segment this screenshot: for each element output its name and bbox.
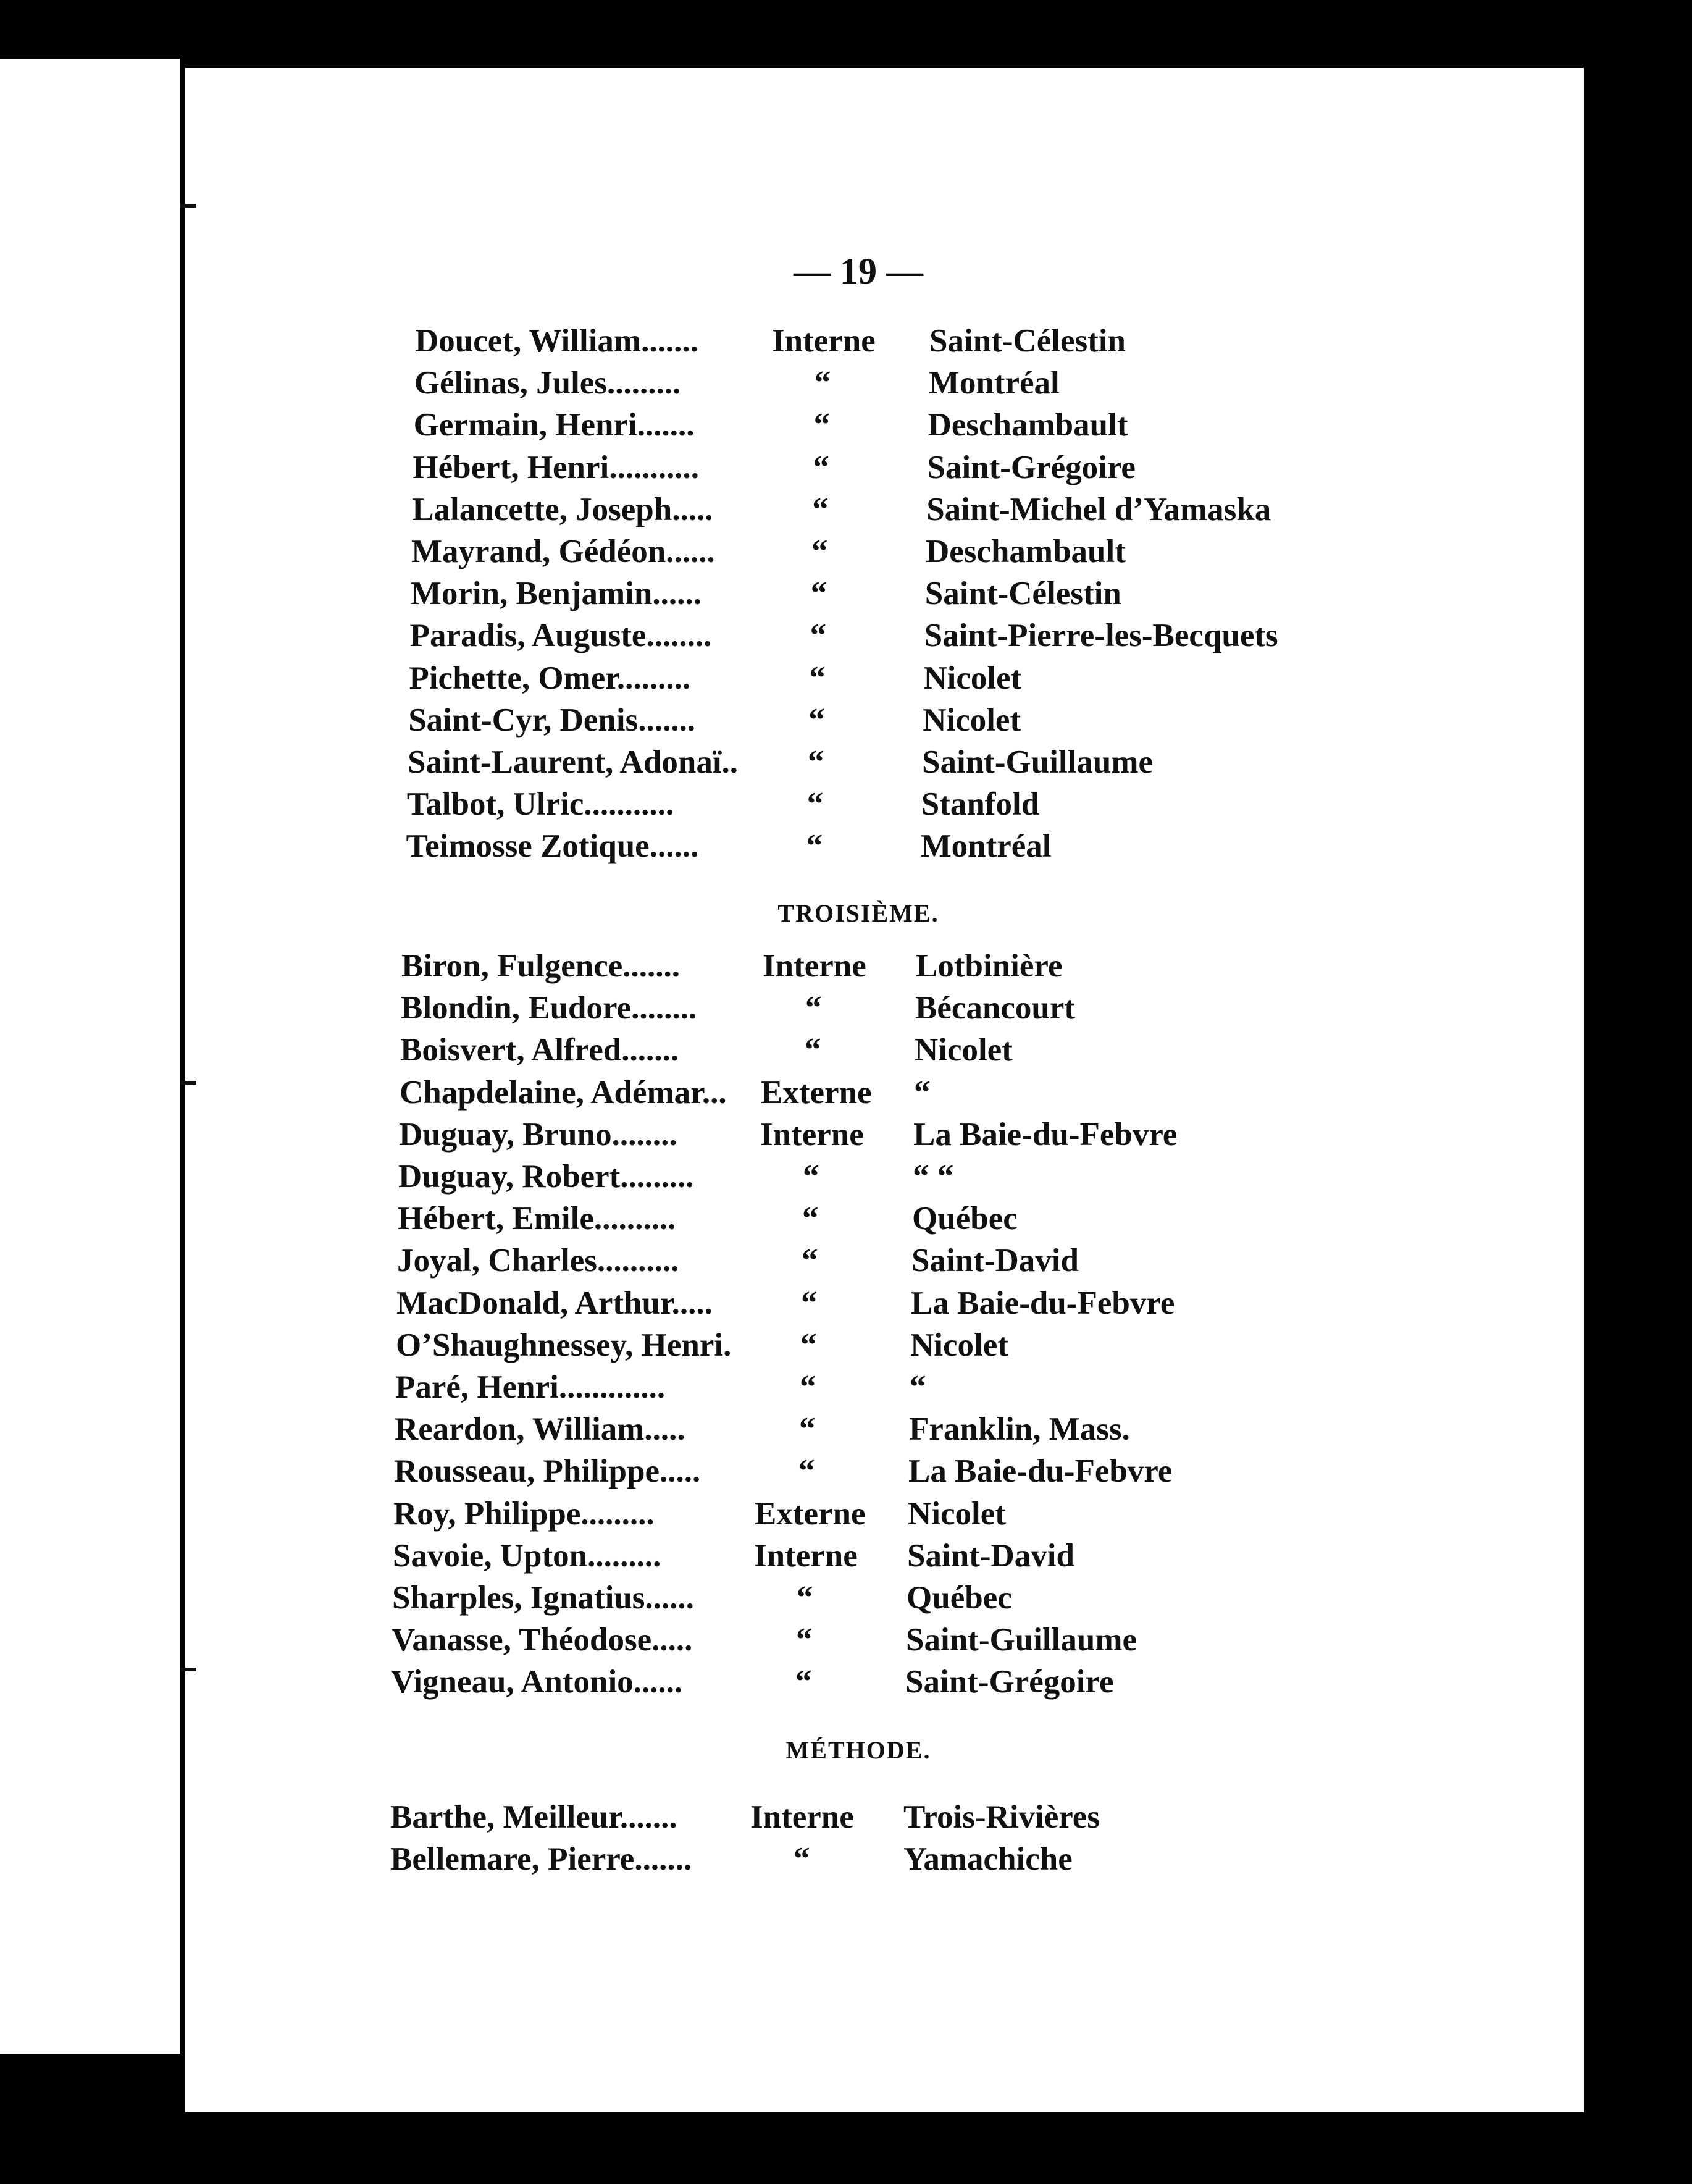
list-item	[0, 615, 1692, 657]
list-item	[0, 404, 1692, 446]
student-name: Biron, Fulgence.......	[401, 948, 680, 984]
home-town: “	[910, 1369, 926, 1405]
boarding-status: “	[802, 1201, 819, 1237]
boarding-status: “	[806, 786, 824, 823]
home-town: Saint-Pierre-les-Becquets	[924, 618, 1278, 654]
list-item	[0, 1796, 1692, 1838]
boarding-status: “	[810, 618, 827, 654]
list-item	[0, 1408, 1692, 1450]
boarding-status: “	[800, 1369, 816, 1405]
list-item	[0, 987, 1692, 1029]
student-name: Sharples, Ignatius......	[392, 1580, 694, 1616]
home-town: Montréal	[920, 828, 1052, 865]
list-item	[0, 1535, 1692, 1577]
boarding-status: “	[802, 1243, 818, 1279]
student-name: Vanasse, Théodose.....	[392, 1622, 693, 1658]
student-name: Hébert, Henri...........	[413, 449, 700, 485]
student-name: Blondin, Eudore........	[401, 990, 697, 1027]
list-item	[0, 657, 1692, 699]
boarding-status: “	[796, 1622, 813, 1658]
student-name: O’Shaughnessey, Henri.	[396, 1327, 732, 1363]
home-town: La Baie-du-Febvre	[908, 1453, 1173, 1490]
list-item	[0, 945, 1692, 987]
list-item	[0, 699, 1692, 741]
home-town: Saint-Célestin	[929, 323, 1126, 359]
list-item	[0, 362, 1692, 404]
home-town: Saint-Grégoire	[905, 1664, 1114, 1700]
student-name: Mayrand, Gédéon......	[411, 534, 715, 569]
student-name: Reardon, William.....	[395, 1411, 685, 1448]
student-name: Talbot, Ulric...........	[406, 786, 674, 823]
student-name: Gélinas, Jules.........	[414, 365, 681, 401]
boarding-status: “	[800, 1327, 817, 1363]
boarding-status: “	[798, 1453, 815, 1490]
home-town: La Baie-du-Febvre	[913, 1116, 1178, 1153]
home-town: Québec	[907, 1580, 1012, 1616]
boarding-status: “	[794, 1841, 810, 1878]
home-town: Saint-Célestin	[924, 576, 1121, 612]
home-town: Nicolet	[915, 1032, 1013, 1069]
student-name: Bellemare, Pierre.......	[390, 1841, 692, 1878]
student-name: Joyal, Charles..........	[397, 1243, 679, 1279]
list-item	[0, 573, 1692, 615]
boarding-status: “	[795, 1664, 812, 1700]
home-town: Nicolet	[908, 1495, 1006, 1532]
home-town: Saint-Michel d’Yamaska	[926, 491, 1271, 527]
home-town: Saint-Grégoire	[927, 449, 1136, 485]
home-town: Saint-Guillaume	[922, 744, 1154, 780]
home-town: Stanfold	[921, 786, 1040, 823]
student-name: Paré, Henri.............	[395, 1369, 666, 1405]
boarding-status: Interne	[760, 1116, 864, 1153]
student-name: Boisvert, Alfred.......	[400, 1032, 679, 1069]
list-item	[0, 1619, 1692, 1661]
boarding-status: “	[801, 1285, 818, 1321]
student-name: Saint-Cyr, Denis.......	[408, 702, 695, 738]
boarding-status: “	[813, 407, 831, 443]
list-item	[0, 1156, 1692, 1198]
boarding-status: “	[813, 449, 829, 485]
list-item	[0, 447, 1692, 489]
boarding-status: “	[805, 1032, 821, 1069]
boarding-status: “	[797, 1580, 813, 1616]
boarding-status: “	[810, 576, 827, 612]
list-item	[0, 1493, 1692, 1535]
boarding-status: “	[811, 534, 828, 569]
home-town: “ “	[913, 1159, 954, 1195]
student-name: Doucet, William.......	[415, 323, 698, 359]
home-town: Franklin, Mass.	[909, 1411, 1130, 1448]
student-name: Lalancette, Joseph.....	[412, 491, 713, 527]
list-item	[0, 1114, 1692, 1156]
student-name: Hébert, Emile..........	[398, 1201, 676, 1237]
student-name: Morin, Benjamin......	[410, 576, 702, 612]
student-name: Duguay, Bruno........	[399, 1116, 677, 1153]
student-name: Duguay, Robert.........	[398, 1159, 694, 1195]
student-name: MacDonald, Arthur.....	[396, 1285, 713, 1321]
home-town: Saint-Guillaume	[906, 1622, 1137, 1658]
student-name: Germain, Henri.......	[413, 407, 695, 443]
boarding-status: “	[809, 660, 826, 696]
home-town: Trois-Rivières	[903, 1799, 1100, 1835]
section-heading: MÉTHODE.	[785, 1736, 931, 1764]
student-name: Pichette, Omer.........	[409, 660, 691, 696]
list-item	[0, 1450, 1692, 1492]
student-name: Vigneau, Antonio......	[391, 1664, 683, 1700]
list-item	[0, 531, 1692, 573]
list-item	[0, 1577, 1692, 1619]
boarding-status: “	[808, 744, 824, 780]
home-town: Québec	[912, 1201, 1018, 1237]
list-item	[0, 741, 1692, 783]
home-town: Bécancourt	[915, 990, 1076, 1027]
boarding-status: “	[812, 491, 829, 527]
student-name: Teimosse Zotique......	[406, 828, 699, 865]
home-town: Deschambault	[926, 534, 1126, 569]
boarding-status: Interne	[763, 948, 866, 984]
page-number: — 19 —	[794, 251, 923, 292]
home-town: Nicolet	[910, 1327, 1008, 1363]
student-name: Barthe, Meilleur.......	[390, 1799, 677, 1835]
list-item	[0, 1240, 1692, 1282]
home-town: Nicolet	[923, 702, 1021, 738]
boarding-status: “	[805, 990, 822, 1027]
boarding-status: Interne	[754, 1537, 858, 1574]
list-item	[0, 1072, 1692, 1114]
boarding-status: Externe	[761, 1074, 872, 1111]
boarding-status: “	[808, 702, 825, 738]
section-heading: TROISIÈME.	[777, 899, 939, 927]
boarding-status: “	[814, 365, 831, 401]
boarding-status: “	[803, 1159, 819, 1195]
list-item	[0, 489, 1692, 531]
boarding-status: Interne	[750, 1799, 854, 1835]
list-item	[0, 1366, 1692, 1408]
list-item	[0, 1324, 1692, 1366]
list-item	[0, 825, 1692, 867]
student-name: Chapdelaine, Adémar...	[400, 1074, 727, 1111]
list-item	[0, 1198, 1692, 1240]
list-item	[0, 1029, 1692, 1071]
home-town: Yamachiche	[903, 1841, 1073, 1878]
boarding-status: “	[799, 1411, 816, 1448]
home-town: Montréal	[928, 365, 1060, 401]
boarding-status: Interne	[772, 323, 876, 359]
home-town: Saint-David	[907, 1537, 1074, 1574]
home-town: “	[914, 1074, 931, 1111]
list-item	[0, 320, 1692, 362]
home-town: La Baie-du-Febvre	[911, 1285, 1175, 1321]
boarding-status: “	[806, 828, 823, 865]
list-item	[0, 783, 1692, 825]
student-name: Saint-Laurent, Adonaï..	[408, 744, 739, 780]
home-town: Lotbinière	[916, 948, 1063, 984]
student-name: Rousseau, Philippe.....	[394, 1453, 701, 1490]
list-item	[0, 1838, 1692, 1880]
home-town: Saint-David	[911, 1243, 1079, 1279]
list-item	[0, 1282, 1692, 1324]
list-item	[0, 1661, 1692, 1703]
student-name: Savoie, Upton.........	[393, 1537, 661, 1574]
home-town: Deschambault	[928, 407, 1128, 443]
student-name: Roy, Philippe.........	[393, 1495, 655, 1532]
student-name: Paradis, Auguste........	[409, 618, 712, 654]
home-town: Nicolet	[923, 660, 1022, 696]
boarding-status: Externe	[755, 1495, 866, 1532]
